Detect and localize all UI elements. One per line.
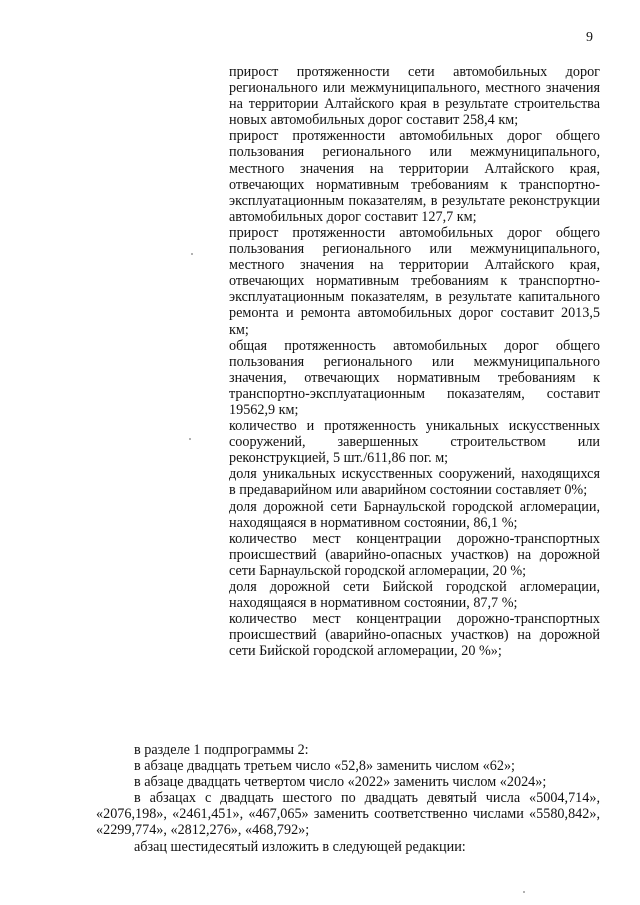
- list-item: прирост протяженности сети автомобильных дорог регионального или межмуниципального, местного значения на территории Алтайского края в результате строительства новых автомобильных дорог составит 258,4 км;: [229, 64, 600, 129]
- scan-speck: [191, 253, 193, 255]
- page-number: 9: [586, 30, 593, 45]
- list-item: общая протяженность автомобильных дорог общего пользования регионального или межмуниципального значения, отвечающих нормативным требованиям к транспортно-эксплуатационным показателям, составит 19562,9 км;: [229, 337, 600, 418]
- scan-speck: [523, 891, 525, 893]
- list-item: доля дорожной сети Бийской городской агломерации, находящаяся в нормативном состоянии, 87,7 %;: [229, 579, 600, 612]
- amendment-paragraph: в абзаце двадцать третьем число «52,8» заменить числом «62»;: [134, 758, 515, 775]
- list-item: прирост протяженности автомобильных дорог общего пользования регионального или межмуниципального, местного значения на территории Алтайского края, отвечающих нормативным требованиям к транспортно-эксплуатационным показателям, в результате реконструкции автомобильных дорог составит 127,7 км;: [229, 128, 600, 225]
- amendment-paragraph: абзац шестидесятый изложить в следующей редакции:: [134, 838, 466, 855]
- list-item: прирост протяженности автомобильных дорог общего пользования регионального или межмуниципального, местного значения на территории Алтайского края, отвечающих нормативным требованиям к транспортно-эксплуатационным показателям, в результате капитального ремонта и ремонта автомобильных дорог составит 2013,5 км;: [229, 224, 600, 338]
- amendment-paragraphs: [96, 742, 600, 855]
- amendment-paragraph: в абзацах с двадцать шестого по двадцать девятый числа «5004,714», «2076,198», «2461,451», «467,065» заменить соответственно числами «5580,842», «2299,774», «2812,276», «468,792»;: [96, 790, 600, 839]
- list-item: количество и протяженность уникальных искусственных сооружений, завершенных строительством или реконструкцией, 5 шт./611,86 пог. м;: [229, 418, 600, 467]
- list-item: доля дорожной сети Барнаульской городской агломерации, находящаяся в нормативном состоянии, 86,1 %;: [229, 498, 600, 531]
- amendment-paragraph: в разделе 1 подпрограммы 2:: [134, 742, 309, 758]
- amendment-paragraph: в абзаце двадцать четвертом число «2022» заменить числом «2024»;: [134, 774, 547, 791]
- list-item: количество мест концентрации дорожно-транспортных происшествий (аварийно-опасных участков) на дорожной сети Бийской городской агломерации, 20 %»;: [229, 611, 600, 660]
- list-item: доля уникальных искусственных сооружений, находящихся в предаварийном или аварийном состоянии составляет 0%;: [229, 466, 600, 499]
- list-item: количество мест концентрации дорожно-транспортных происшествий (аварийно-опасных участков) на дорожной сети Барнаульской городской агломерации, 20 %;: [229, 530, 600, 579]
- scan-speck: [189, 438, 191, 440]
- indicator-list: [229, 64, 600, 659]
